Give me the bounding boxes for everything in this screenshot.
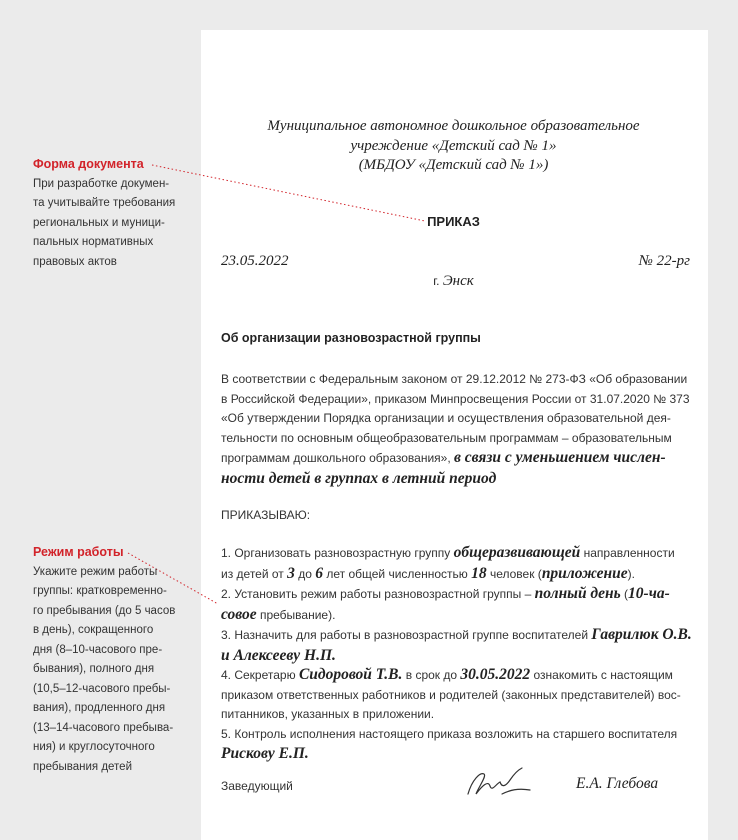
handwritten-value: полный день bbox=[534, 585, 621, 602]
item-text: 1. Организовать разновозрастную группу bbox=[221, 546, 451, 560]
item-text: приказом ответственных работников и родителей (законных представителей) вос- bbox=[221, 687, 681, 702]
note-title: Режим работы bbox=[33, 545, 124, 559]
handwritten-signature bbox=[462, 764, 534, 804]
preamble-line: В соответствии с Федеральным законом от 29.12.2012 № 273-ФЗ «Об образовании bbox=[221, 372, 688, 386]
note-text: При разработке докумен- та учитывайте требования региональных и муници- пальных нормативных правовых актов bbox=[33, 177, 176, 268]
item-text: человек ( bbox=[489, 566, 542, 581]
item-text: 3. Назначить для работы в разновозрастной группе воспитателей bbox=[221, 628, 589, 642]
note-title: Форма документа bbox=[33, 157, 144, 171]
note-work-mode bbox=[33, 543, 183, 777]
note-document-form bbox=[33, 155, 183, 272]
handwritten-value: 30.05.2022 bbox=[460, 666, 531, 683]
order-item-2-cont bbox=[221, 605, 691, 626]
order-items bbox=[221, 543, 691, 764]
order-item-3 bbox=[221, 625, 691, 646]
signatory-position: Заведующий bbox=[221, 779, 293, 793]
header-line: Муниципальное автономное дошкольное образовательное bbox=[267, 118, 640, 134]
order-item-2 bbox=[221, 584, 691, 605]
order-item-5: 5. Контроль исполнения настоящего приказа возложить на старшего воспитателя bbox=[221, 726, 678, 741]
handwritten-value: совое bbox=[221, 605, 257, 623]
signatory-name: Е.А. Глебова bbox=[576, 775, 659, 792]
item-text: до bbox=[298, 566, 312, 581]
note-text: Укажите режим работы группы: кратковременно- го пребывания (до 5 часов в день), сокращенного дня (8–10-часового пре- бывания), полного дня (10,5–12-часового пребы- вания), продленного дня (13–14-часового пребыва- ния) и круглосуточного пребывания детей bbox=[33, 565, 176, 773]
handwritten-value: Сидоровой Т.В. bbox=[298, 666, 403, 683]
item-text: питанников, указанных в приложении. bbox=[221, 707, 435, 721]
preamble-line bbox=[221, 448, 691, 469]
handwritten-value: Рискову Е.П. bbox=[221, 745, 309, 762]
handwritten-value: 10-ча- bbox=[628, 585, 670, 602]
item-text: пребывание). bbox=[259, 607, 336, 622]
handwritten-value: Гаврилюк О.В. bbox=[591, 626, 692, 643]
item-text: ( bbox=[624, 587, 629, 601]
item-text: 4. Секретарю bbox=[221, 668, 296, 682]
item-text: направленности bbox=[583, 546, 675, 560]
preamble-line: в Российской Федерации», приказом Минпросвещения России от 31.07.2020 № 373 bbox=[221, 391, 690, 406]
preamble-line: «Об утверждении Порядка организации и осуществления образовательной дея- bbox=[221, 411, 671, 425]
item-text: в срок до bbox=[405, 668, 458, 682]
preamble bbox=[221, 370, 691, 488]
handwritten-value: общеразвивающей bbox=[453, 544, 581, 561]
document-city bbox=[200, 273, 707, 290]
document-number: № 22-рг bbox=[638, 253, 690, 269]
header-line: учреждение «Детский сад № 1» bbox=[350, 137, 557, 154]
organization-header bbox=[200, 117, 707, 176]
document-type-title: ПРИКАЗ bbox=[427, 214, 480, 229]
item-text: ознакомить с настоящим bbox=[533, 668, 673, 682]
handwritten-value: 3 bbox=[287, 564, 295, 582]
order-word: ПРИКАЗЫВАЮ: bbox=[221, 508, 311, 522]
city-name: Энск bbox=[442, 273, 474, 289]
header-line: (МБДОУ «Детский сад № 1») bbox=[358, 157, 549, 173]
order-item-4 bbox=[221, 665, 691, 686]
document-date: 23.05.2022 bbox=[221, 253, 289, 269]
handwritten-reason: ности детей в группах в летний период bbox=[221, 469, 497, 487]
order-item-1-cont bbox=[221, 564, 691, 585]
handwritten-reason: в связи с уменьшением числен- bbox=[454, 449, 666, 466]
document-subject: Об организации разновозрастной группы bbox=[221, 331, 481, 345]
handwritten-value: приложение bbox=[541, 564, 628, 582]
preamble-text: программам дошкольного образования», bbox=[221, 451, 451, 465]
handwritten-value: 6 bbox=[315, 564, 324, 582]
item-text: из детей от bbox=[221, 566, 284, 581]
item-text: 2. Установить режим работы разновозрастной группы – bbox=[221, 587, 532, 601]
city-prefix: г. bbox=[433, 274, 440, 288]
preamble-line: тельности по основным общеобразовательным программам – образовательным bbox=[221, 430, 672, 445]
item-text: лет общей численностью bbox=[326, 566, 468, 581]
handwritten-value: 18 bbox=[471, 564, 487, 582]
order-item-1 bbox=[221, 543, 691, 564]
handwritten-value: и Алексееву Н.П. bbox=[221, 646, 336, 664]
item-text: ). bbox=[627, 566, 636, 581]
